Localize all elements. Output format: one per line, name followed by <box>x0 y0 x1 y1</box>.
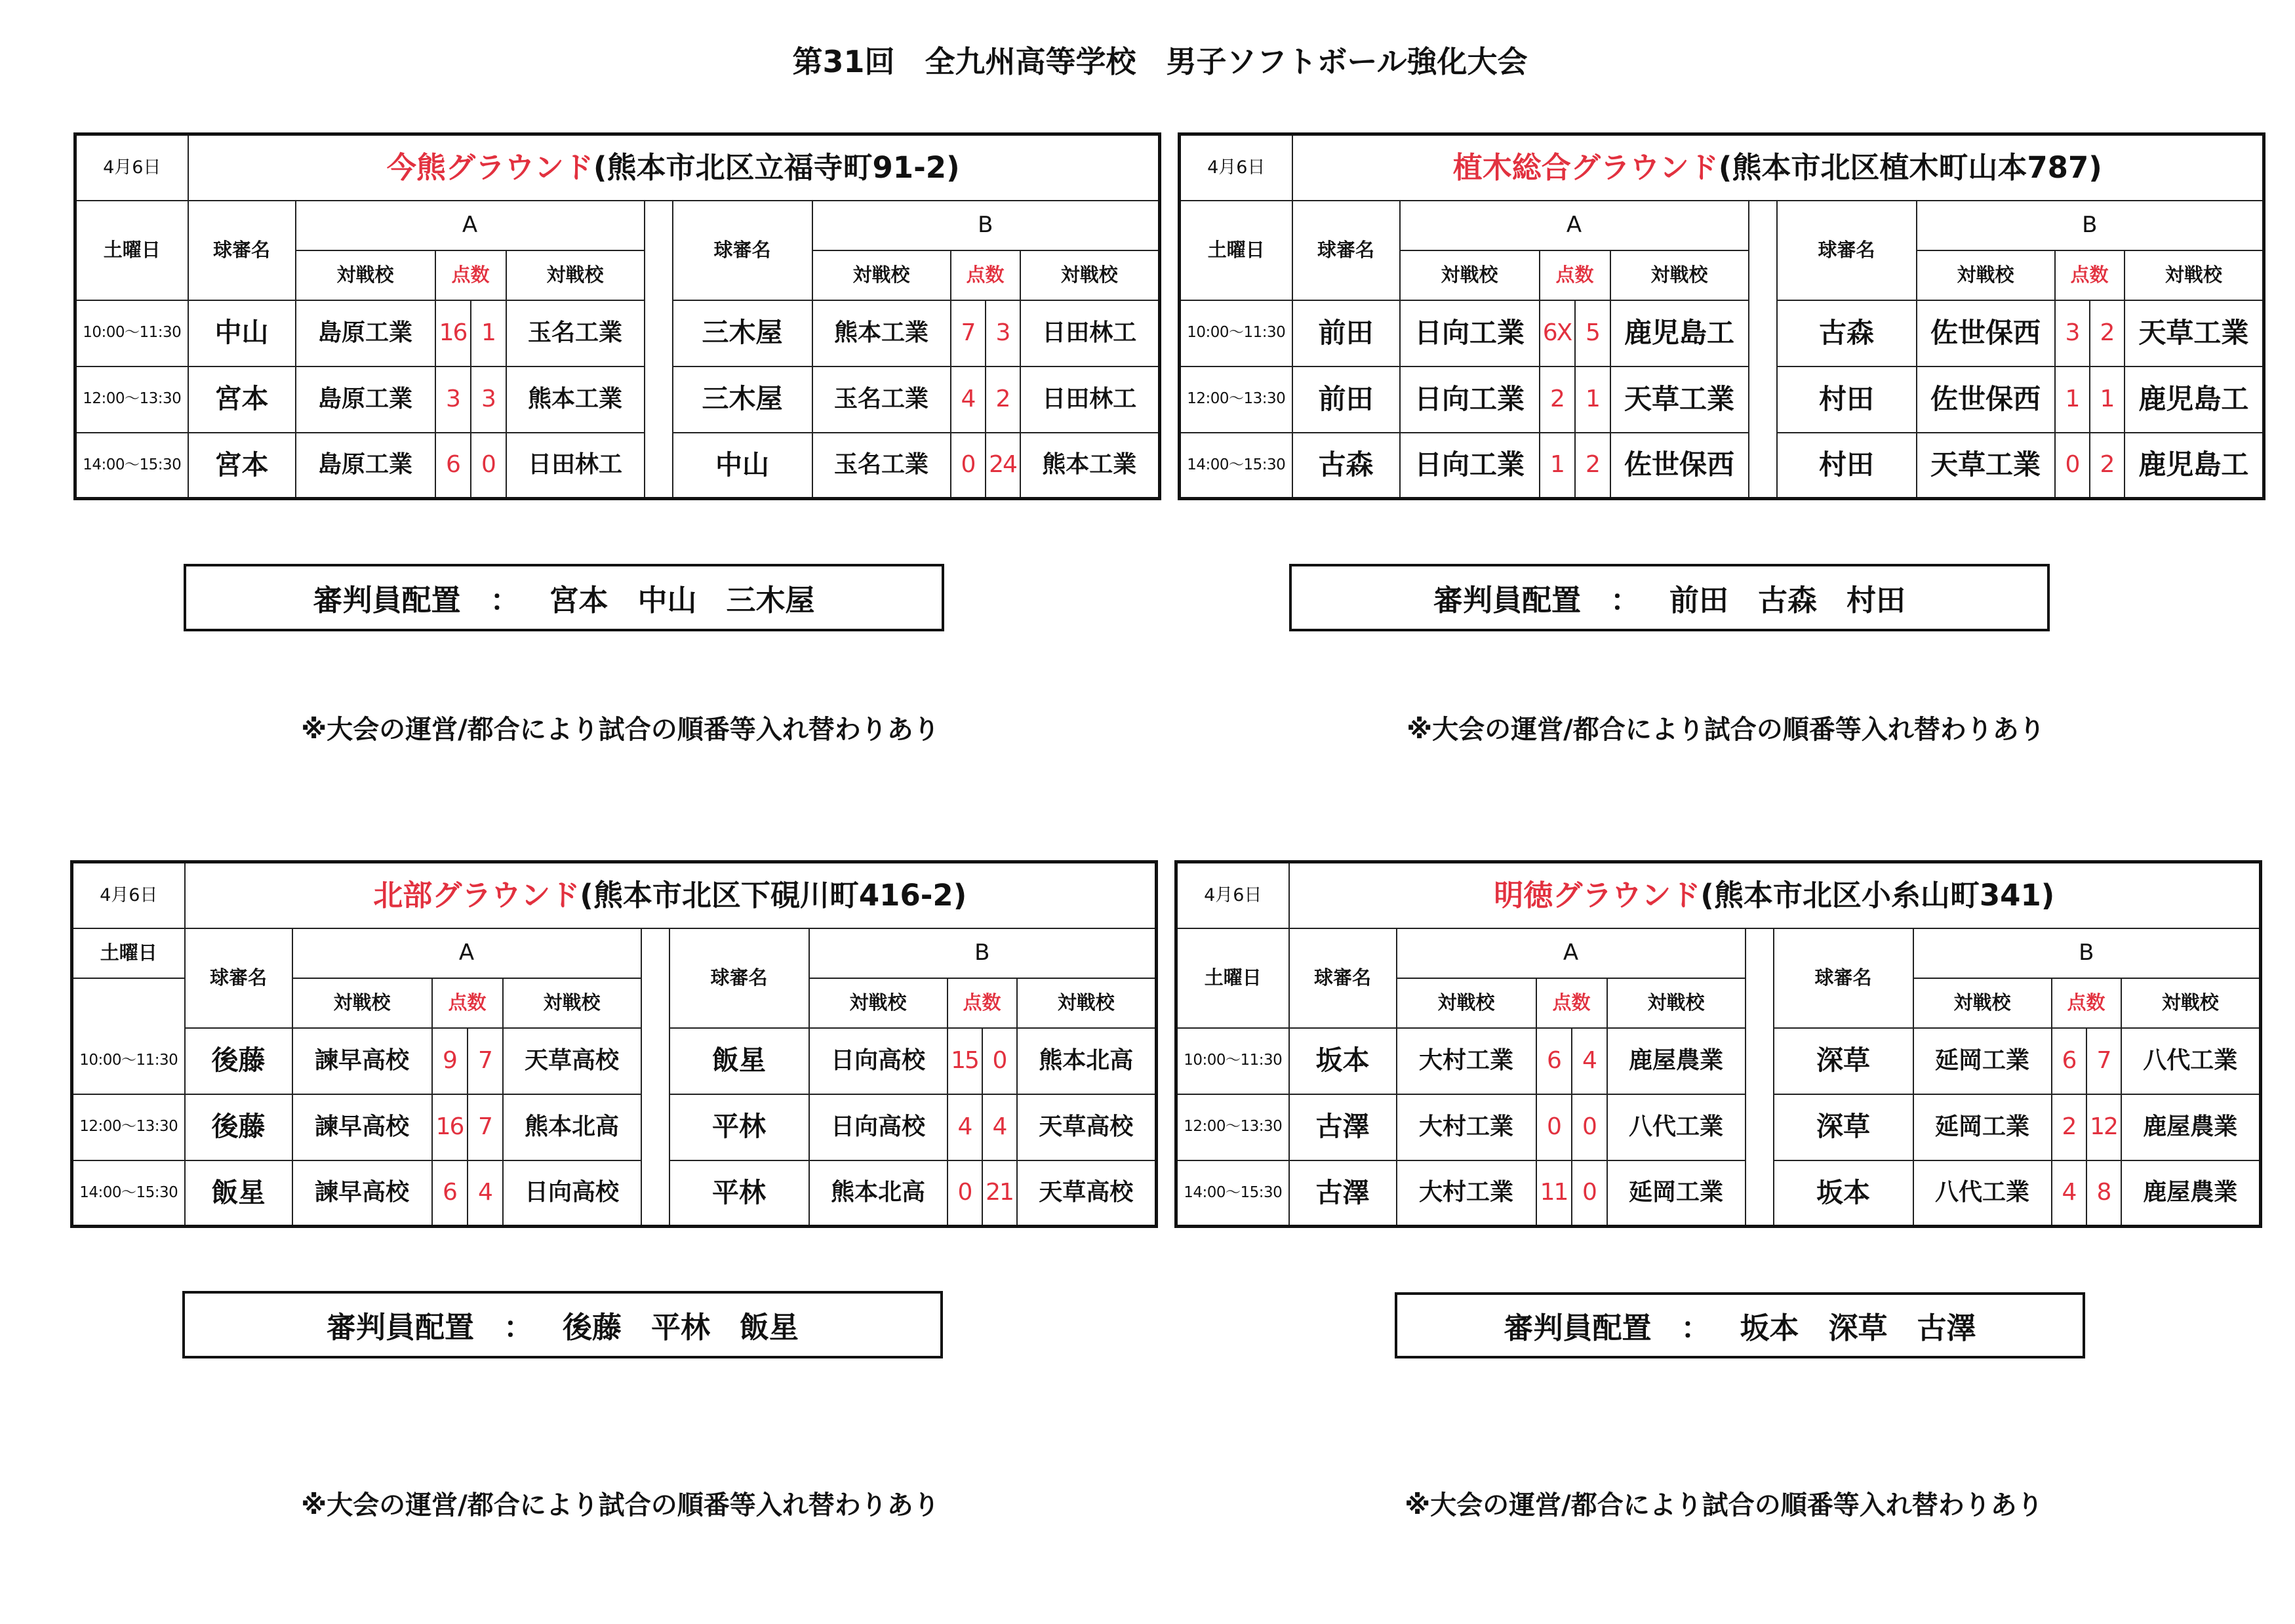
venue-name: 北部グラウンド <box>373 878 580 913</box>
opponent-header: 対戦校 <box>1913 978 2052 1028</box>
team-b-2: 熊本北高 <box>1017 1028 1157 1094</box>
team-b-2: 日田林工 <box>1020 366 1160 433</box>
score-b-1: 4 <box>951 366 986 433</box>
group-a-header: A <box>292 928 641 978</box>
group-b-header: B <box>812 201 1160 250</box>
umpire-b: 中山 <box>673 433 812 499</box>
venue-address: (熊本市北区植木町山本787) <box>1718 150 2102 185</box>
umpire-a: 古澤 <box>1289 1160 1397 1227</box>
referee-label: 審判員配置 <box>326 1310 474 1345</box>
umpire-header: 球審名 <box>1774 928 1913 1028</box>
umpire-header: 球審名 <box>673 201 812 300</box>
score-a-2: 3 <box>471 366 506 433</box>
schedule-note: ※大会の運営/都合により試合の順番等入れ替わりあり <box>1407 715 2045 745</box>
team-b-2: 天草高校 <box>1017 1160 1157 1227</box>
opponent-header: 対戦校 <box>1017 978 1157 1028</box>
venue-title <box>185 862 1157 928</box>
schedule-note: ※大会の運営/都合により試合の順番等入れ替わりあり <box>301 715 940 745</box>
umpire-a: 宮本 <box>188 433 296 499</box>
score-a-1: 1 <box>1540 433 1575 499</box>
score-header: 点数 <box>435 250 506 300</box>
team-a-2: 玉名工業 <box>506 300 645 366</box>
venue-name: 明徳グラウンド <box>1494 878 1701 913</box>
schedule-table <box>1178 132 2265 500</box>
score-a-2: 1 <box>471 300 506 366</box>
venue-address: (熊本市北区下硯川町416-2) <box>580 878 967 913</box>
score-header: 点数 <box>1536 978 1607 1028</box>
team-b-2: 鹿屋農業 <box>2121 1160 2261 1227</box>
score-b-2: 2 <box>986 366 1020 433</box>
score-header: 点数 <box>1540 250 1610 300</box>
score-b-2: 8 <box>2086 1160 2121 1227</box>
score-b-2: 2 <box>2090 300 2125 366</box>
team-b-1: 玉名工業 <box>812 366 951 433</box>
umpire-a: 後藤 <box>185 1028 292 1094</box>
column-divider <box>645 201 673 499</box>
team-a-1: 大村工業 <box>1397 1094 1536 1160</box>
date-cell: 4月6日 <box>1176 862 1289 928</box>
score-a-1: 6 <box>432 1160 468 1227</box>
group-a-header: A <box>296 201 645 250</box>
score-b-1: 7 <box>951 300 986 366</box>
team-b-1: 日向高校 <box>809 1094 948 1160</box>
time-slot: 14:00～15:30 <box>1180 433 1292 499</box>
team-b-2: 鹿児島工 <box>2125 366 2264 433</box>
score-a-1: 6 <box>435 433 471 499</box>
umpire-a: 前田 <box>1292 366 1400 433</box>
opponent-header: 対戦校 <box>506 250 645 300</box>
time-slot: 10:00～11:30 <box>1180 300 1292 366</box>
team-a-1: 島原工業 <box>296 366 435 433</box>
venue-title <box>188 134 1160 201</box>
venue-address: (熊本市北区小糸山町341) <box>1700 878 2055 913</box>
referee-name: 平林 <box>651 1310 711 1345</box>
opponent-header: 対戦校 <box>1607 978 1746 1028</box>
umpire-b: 村田 <box>1777 366 1917 433</box>
referee-label: 審判員配置 <box>1504 1311 1652 1345</box>
venue-title <box>1292 134 2264 201</box>
team-b-1: 熊本工業 <box>812 300 951 366</box>
referee-assignment <box>1289 564 2050 631</box>
day-label: 土曜日 <box>75 201 188 300</box>
venue-block <box>1174 860 2259 1228</box>
team-a-2: 熊本北高 <box>503 1094 641 1160</box>
umpire-header: 球審名 <box>188 201 296 300</box>
score-a-1: 9 <box>432 1028 468 1094</box>
score-a-2: 4 <box>468 1160 503 1227</box>
referee-name: 前田 <box>1669 583 1728 618</box>
referee-assignment <box>184 564 944 631</box>
score-b-2: 2 <box>2090 433 2125 499</box>
schedule-table <box>1174 860 2262 1228</box>
date-cell: 4月6日 <box>75 134 188 201</box>
score-b-1: 1 <box>2055 366 2090 433</box>
group-b-header: B <box>1917 201 2264 250</box>
score-a-2: 4 <box>1572 1028 1607 1094</box>
referee-name: 宮本 <box>549 583 609 618</box>
score-header: 点数 <box>2052 978 2121 1028</box>
column-divider <box>1749 201 1777 499</box>
referee-name: 中山 <box>637 583 697 618</box>
referee-name: 三木屋 <box>726 583 815 618</box>
team-b-2: 熊本工業 <box>1020 433 1160 499</box>
score-a-2: 7 <box>468 1094 503 1160</box>
team-b-2: 天草工業 <box>2125 300 2264 366</box>
score-b-2: 21 <box>982 1160 1017 1227</box>
score-a-1: 6X <box>1540 300 1575 366</box>
group-b-header: B <box>1913 928 2261 978</box>
schedule-table <box>70 860 1158 1228</box>
team-a-1: 諫早高校 <box>292 1160 432 1227</box>
umpire-a: 後藤 <box>185 1094 292 1160</box>
date-cell: 4月6日 <box>72 862 185 928</box>
opponent-header: 対戦校 <box>2121 978 2261 1028</box>
team-b-2: 鹿児島工 <box>2125 433 2264 499</box>
umpire-header: 球審名 <box>1289 928 1397 1028</box>
team-a-1: 日向工業 <box>1400 433 1540 499</box>
time-slot: 12:00～13:30 <box>75 366 188 433</box>
team-a-1: 日向工業 <box>1400 300 1540 366</box>
team-b-1: 佐世保西 <box>1917 366 2055 433</box>
venue-block <box>73 132 1158 500</box>
umpire-b: 深草 <box>1774 1094 1913 1160</box>
team-b-2: 鹿屋農業 <box>2121 1094 2261 1160</box>
team-b-1: 玉名工業 <box>812 433 951 499</box>
score-a-1: 16 <box>432 1094 468 1160</box>
score-a-1: 16 <box>435 300 471 366</box>
opponent-header: 対戦校 <box>812 250 951 300</box>
referee-colon: ： <box>490 583 520 618</box>
time-slot: 14:00～15:30 <box>1176 1160 1289 1227</box>
opponent-header: 対戦校 <box>1397 978 1536 1028</box>
score-a-2: 5 <box>1575 300 1610 366</box>
referee-name: 古森 <box>1758 583 1818 618</box>
group-b-header: B <box>809 928 1157 978</box>
column-divider <box>1746 928 1774 1227</box>
time-slot: 10:00～11:30 <box>1176 1028 1289 1094</box>
umpire-header: 球審名 <box>1777 201 1917 300</box>
day-label: 土曜日 <box>1180 201 1292 300</box>
team-a-2: 延岡工業 <box>1607 1160 1746 1227</box>
umpire-b: 飯星 <box>669 1028 809 1094</box>
score-header: 点数 <box>951 250 1020 300</box>
team-a-2: 佐世保西 <box>1610 433 1749 499</box>
venue-block <box>70 860 1155 1228</box>
team-a-2: 天草工業 <box>1610 366 1749 433</box>
team-b-2: 八代工業 <box>2121 1028 2261 1094</box>
score-a-1: 2 <box>1540 366 1575 433</box>
score-b-1: 0 <box>948 1160 982 1227</box>
team-a-2: 日田林工 <box>506 433 645 499</box>
opponent-header: 対戦校 <box>1610 250 1749 300</box>
referee-name: 後藤 <box>562 1310 622 1345</box>
referee-name: 坂本 <box>1740 1311 1799 1345</box>
referee-name: 飯星 <box>740 1310 799 1345</box>
score-a-1: 3 <box>435 366 471 433</box>
umpire-header: 球審名 <box>669 928 809 1028</box>
team-a-1: 諫早高校 <box>292 1094 432 1160</box>
umpire-a: 古澤 <box>1289 1094 1397 1160</box>
umpire-b: 坂本 <box>1774 1160 1913 1227</box>
umpire-a: 前田 <box>1292 300 1400 366</box>
score-a-2: 0 <box>471 433 506 499</box>
time-slot: 12:00～13:30 <box>72 1094 185 1160</box>
score-b-1: 4 <box>948 1094 982 1160</box>
team-a-1: 諫早高校 <box>292 1028 432 1094</box>
venue-block <box>1178 132 2262 500</box>
umpire-b: 三木屋 <box>673 366 812 433</box>
referee-colon: ： <box>1610 583 1640 618</box>
opponent-header: 対戦校 <box>1020 250 1160 300</box>
umpire-header: 球審名 <box>1292 201 1400 300</box>
team-a-2: 熊本工業 <box>506 366 645 433</box>
score-a-2: 0 <box>1572 1094 1607 1160</box>
score-b-1: 2 <box>2052 1094 2086 1160</box>
score-a-2: 1 <box>1575 366 1610 433</box>
score-b-1: 6 <box>2052 1028 2086 1094</box>
schedule-note: ※大会の運営/都合により試合の順番等入れ替わりあり <box>301 1490 940 1520</box>
referee-name: 村田 <box>1846 583 1906 618</box>
team-a-2: 八代工業 <box>1607 1094 1746 1160</box>
day-label: 土曜日 <box>72 928 185 978</box>
team-a-1: 島原工業 <box>296 433 435 499</box>
score-a-1: 6 <box>1536 1028 1572 1094</box>
score-b-2: 24 <box>986 433 1020 499</box>
umpire-a: 宮本 <box>188 366 296 433</box>
team-a-1: 日向工業 <box>1400 366 1540 433</box>
score-b-1: 15 <box>948 1028 982 1094</box>
umpire-b: 村田 <box>1777 433 1917 499</box>
schedule-note: ※大会の運営/都合により試合の順番等入れ替わりあり <box>1405 1490 2043 1520</box>
score-a-2: 0 <box>1572 1160 1607 1227</box>
referee-label: 審判員配置 <box>313 583 461 618</box>
venue-name: 植木総合グラウンド <box>1452 150 1719 185</box>
opponent-header: 対戦校 <box>2125 250 2264 300</box>
team-a-1: 大村工業 <box>1397 1160 1536 1227</box>
schedule-table <box>73 132 1161 500</box>
team-a-1: 大村工業 <box>1397 1028 1536 1094</box>
day-label: 土曜日 <box>1176 928 1289 1028</box>
umpire-header: 球審名 <box>185 928 292 1028</box>
umpire-b: 三木屋 <box>673 300 812 366</box>
time-slot: 14:00～15:30 <box>75 433 188 499</box>
umpire-b: 古森 <box>1777 300 1917 366</box>
score-b-2: 4 <box>982 1094 1017 1160</box>
umpire-b: 深草 <box>1774 1028 1913 1094</box>
page-title: 第31回 全九州高等学校 男子ソフトボール強化大会 <box>792 44 1528 79</box>
referee-colon: ： <box>1681 1311 1711 1345</box>
time-slot: 10:00～11:30 <box>72 1028 185 1094</box>
team-b-2: 天草高校 <box>1017 1094 1157 1160</box>
venue-address: (熊本市北区立福寺町91-2) <box>593 150 960 185</box>
time-slot: 12:00～13:30 <box>1176 1094 1289 1160</box>
score-b-1: 3 <box>2055 300 2090 366</box>
score-b-2: 12 <box>2086 1094 2121 1160</box>
score-b-1: 0 <box>2055 433 2090 499</box>
referee-name: 深草 <box>1828 1311 1888 1345</box>
column-divider <box>641 928 669 1227</box>
referee-colon: ： <box>503 1310 533 1345</box>
group-a-header: A <box>1397 928 1746 978</box>
team-b-2: 日田林工 <box>1020 300 1160 366</box>
group-a-header: A <box>1400 201 1749 250</box>
umpire-a: 中山 <box>188 300 296 366</box>
score-a-1: 0 <box>1536 1094 1572 1160</box>
team-b-1: 延岡工業 <box>1913 1028 2052 1094</box>
score-header: 点数 <box>432 978 503 1028</box>
team-b-1: 日向高校 <box>809 1028 948 1094</box>
score-b-1: 4 <box>2052 1160 2086 1227</box>
opponent-header: 対戦校 <box>1400 250 1540 300</box>
score-b-2: 3 <box>986 300 1020 366</box>
empty-cell <box>72 978 185 1028</box>
score-b-2: 0 <box>982 1028 1017 1094</box>
team-b-1: 天草工業 <box>1917 433 2055 499</box>
time-slot: 14:00～15:30 <box>72 1160 185 1227</box>
team-b-1: 熊本北高 <box>809 1160 948 1227</box>
umpire-a: 飯星 <box>185 1160 292 1227</box>
team-a-2: 鹿屋農業 <box>1607 1028 1746 1094</box>
date-cell: 4月6日 <box>1180 134 1292 201</box>
referee-label: 審判員配置 <box>1433 583 1581 618</box>
team-a-2: 日向高校 <box>503 1160 641 1227</box>
opponent-header: 対戦校 <box>1917 250 2055 300</box>
referee-assignment <box>182 1291 943 1358</box>
referee-name: 古澤 <box>1917 1311 1976 1345</box>
team-b-1: 八代工業 <box>1913 1160 2052 1227</box>
time-slot: 10:00～11:30 <box>75 300 188 366</box>
team-a-2: 鹿児島工 <box>1610 300 1749 366</box>
opponent-header: 対戦校 <box>296 250 435 300</box>
score-b-2: 1 <box>2090 366 2125 433</box>
umpire-b: 平林 <box>669 1094 809 1160</box>
team-b-1: 佐世保西 <box>1917 300 2055 366</box>
venue-title <box>1289 862 2261 928</box>
score-a-2: 7 <box>468 1028 503 1094</box>
team-a-1: 島原工業 <box>296 300 435 366</box>
opponent-header: 対戦校 <box>809 978 948 1028</box>
score-header: 点数 <box>2055 250 2125 300</box>
score-header: 点数 <box>948 978 1017 1028</box>
venue-name: 今熊グラウンド <box>386 150 593 185</box>
score-a-1: 11 <box>1536 1160 1572 1227</box>
umpire-b: 平林 <box>669 1160 809 1227</box>
umpire-a: 古森 <box>1292 433 1400 499</box>
opponent-header: 対戦校 <box>503 978 641 1028</box>
umpire-a: 坂本 <box>1289 1028 1397 1094</box>
team-b-1: 延岡工業 <box>1913 1094 2052 1160</box>
score-a-2: 2 <box>1575 433 1610 499</box>
referee-assignment <box>1395 1292 2085 1358</box>
time-slot: 12:00～13:30 <box>1180 366 1292 433</box>
opponent-header: 対戦校 <box>292 978 432 1028</box>
score-b-2: 7 <box>2086 1028 2121 1094</box>
team-a-2: 天草高校 <box>503 1028 641 1094</box>
score-b-1: 0 <box>951 433 986 499</box>
